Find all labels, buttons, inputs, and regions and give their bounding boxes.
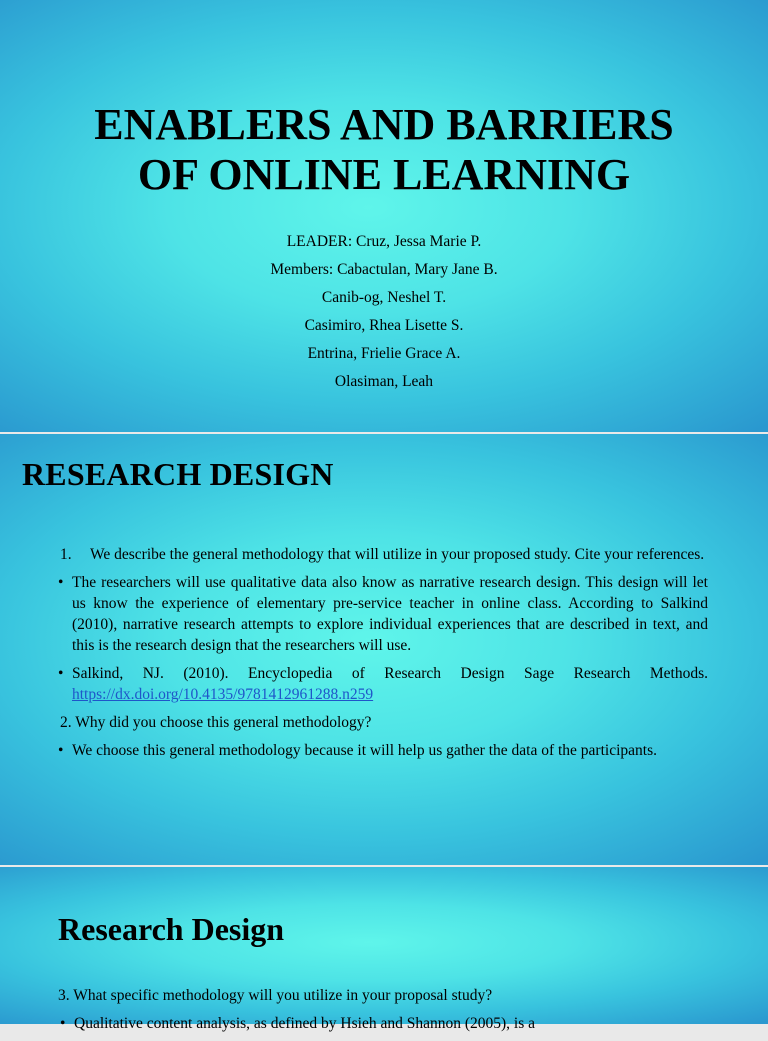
bullet-item [56,572,708,656]
question-text: We describe the general methodology that will utilize in your proposed study. Cite your references. [90,546,705,563]
slide-body [56,544,708,768]
slide-heading: Research Design [58,911,285,947]
slide-heading: RESEARCH DESIGN [22,456,334,492]
bullet-item [56,740,708,761]
member-line: Casimiro, Rhea Lisette S. [304,317,464,334]
bullet-marker: • [58,574,64,591]
member-line: Entrina, Frielie Grace A. [307,345,461,362]
bullet-marker: • [60,1015,66,1032]
bullet-marker: • [58,742,64,759]
answer-text: Qualitative content analysis, as defined by Hsieh and Shannon (2005), is a [74,1015,536,1032]
question-item [56,712,708,733]
title-line-1: ENABLERS AND BARRIERS [94,100,674,149]
question-text: 2. Why did you choose this general methodology? [60,714,372,731]
reference-link[interactable]: https://dx.doi.org/10.4135/9781412961288.n259 [72,686,374,703]
member-line: Members: Cabactulan, Mary Jane B. [270,261,498,278]
member-list [0,228,768,396]
title-line-2: OF ONLINE LEARNING [137,150,631,199]
reference-text: Salkind, NJ. (2010). Encyclopedia of Research Design Sage Research Methods. [72,665,708,682]
member-line: Olasiman, Leah [334,373,434,390]
numbered-item [56,544,708,565]
slide-body [58,985,710,1041]
member-line: Canib-og, Neshel T. [321,289,447,306]
list-number: 1. [60,546,72,563]
answer-text: We choose this general methodology because it will help us gather the data of the participants. [72,742,657,759]
title-slide [0,0,768,432]
bullet-item [56,663,708,705]
bullet-marker: • [58,665,64,682]
presentation-title [0,100,768,200]
answer-text: The researchers will use qualitative data also know as narrative research design. This design will let us know the experience of elementary pre-service teacher in online class. According to Salkind (2010), narrative research attempts to explore individual experiences that are described in text, and this is the research design that the researchers will use. [72,574,708,654]
question-text: 3. What specific methodology will you utilize in your proposal study? [58,987,493,1004]
question-item [58,985,710,1006]
member-leader: LEADER: Cruz, Jessa Marie P. [286,233,482,250]
